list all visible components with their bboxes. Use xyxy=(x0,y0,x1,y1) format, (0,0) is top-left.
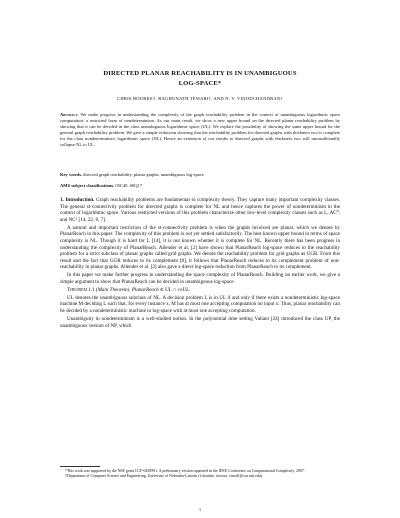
intro-paragraph-1-text: Graph reachability problems are fundamental to complexity theory. They capture many important complexity classes. The general st-connectivity problem for directed graphs is complete for NL and hence captures the power of nondeterminism in the context of logarithmic space. Various restricted versions of this problem characterize other low-level complexity classes such as L, AC⁰, and NC¹ [14, 22, 8, 7]. xyxy=(60,197,340,223)
title-line-1: DIRECTED PLANAR REACHABILITY IS IN UNAMBIGUOUS xyxy=(103,70,297,77)
intro-paragraph-2: A natural and important restriction of the st-connectivity problem is when the graphs involved are planar, which we denote by PlanarReach in this paper. The complexity of this problem is not yet settled satisfactorily. The best known upper bound in terms of space complexity is NL. Though it is hard for L [14], it is not known whether it is complete for NL. Recently there has been progress in understanding the complexity of PlanarReach. Allender et al. [2] have shown that PlanarReach log-space reduces to the reachability problem for a strict subclass of planar graphs called grid graphs. We denote the reachability problem for grid graphs as GGR. From this result and the fact that GGR reduces to its complement [8], it follows that PlanarReach reduces to its complement problem of non-reachability in planar graphs. Allender et al. [2] also gave a direct log-space reduction from PlanarReach to its complement. xyxy=(60,224,340,271)
page-number: 1 xyxy=(198,507,202,512)
footnote-rule xyxy=(60,466,100,467)
keywords xyxy=(60,172,340,178)
paper-title xyxy=(50,69,350,88)
intro-paragraph-1 xyxy=(60,197,340,223)
abstract-text: We make progress in understanding the complexity of the graph reachability problem in the context of unambiguous logarithmic space computation; a restricted form of nondeterminism. As our main result, we show a new upper bound on the directed planar reachability problem by showing that it can be decided in the class unambiguous logarithmic space (UL). We explore the possibility of showing the same upper bound for the general graph reachability problem. We give a simple reduction showing that the reachability problem for directed graphs with thickness two is complete for the class nondeterministic logarithmic space (NL). Hence an extension of our results to directed graphs with thickness two will unconditionally collapse NL to UL. xyxy=(60,112,340,147)
body-text xyxy=(60,197,340,329)
theorem-text: (Main Theorem). PlanarReach ∈ UL ∩ coUL. xyxy=(94,286,191,293)
ams-text: 05C40, 68Q17 xyxy=(114,183,143,188)
keywords-label: Key words. xyxy=(60,172,82,177)
intro-paragraph-5: Unambiguity in nondeterminism is a well-studied notion. In the polynomial time setting Valiant [24] introduced the class UP, the unambiguous version of NP, which xyxy=(60,316,340,329)
intro-paragraph-3: In this paper we make further progress in understanding the space complexity of PlanarReach. Building on earlier work, we give a simple argument to show that PlanarReach can be decided in unambiguous log-space. xyxy=(60,272,340,285)
section-heading: 1. Introduction. xyxy=(60,197,95,203)
theorem-label: Theorem 1.1 xyxy=(67,286,95,293)
main-theorem xyxy=(60,287,340,294)
footnote-1: *This work was supported by the NSF grant CCF-0430991. A preliminary version appeared in the IEEE Conference on Computational Complexity, 2007. xyxy=(65,469,305,473)
abstract-label: Abstract. xyxy=(60,112,79,117)
title-line-2: LOG-SPACE* xyxy=(178,79,222,87)
ams-label: AMS subject classifications. xyxy=(60,183,115,188)
keywords-text: directed graph reachability, planar graphs, unambiguous log-space xyxy=(81,172,204,177)
author-list: CHRIS BOURKE†, RAGHUNATH TEWARI†, AND N. V. VINODCHANDRAN† xyxy=(117,96,283,101)
ams-classification xyxy=(60,183,340,189)
footnotes xyxy=(60,469,340,479)
footnote-2: †Department of Computer Science and Engineering, University of Nebraska-Lincoln ({cbourke, rtewari, vinod}@cse.unl.edu). xyxy=(65,474,264,478)
abstract xyxy=(60,112,340,148)
intro-paragraph-4: UL denotes the unambiguous subclass of NL. A decision problem L is in UL if and only if there exists a nondeterministic log-space machine M deciding L such that, for every instance x, M has at most one accepting computation on input x. Thus, planar reachability can be decided by a nondeterministic machine in log-space with at most one accepting computation. xyxy=(60,294,340,315)
